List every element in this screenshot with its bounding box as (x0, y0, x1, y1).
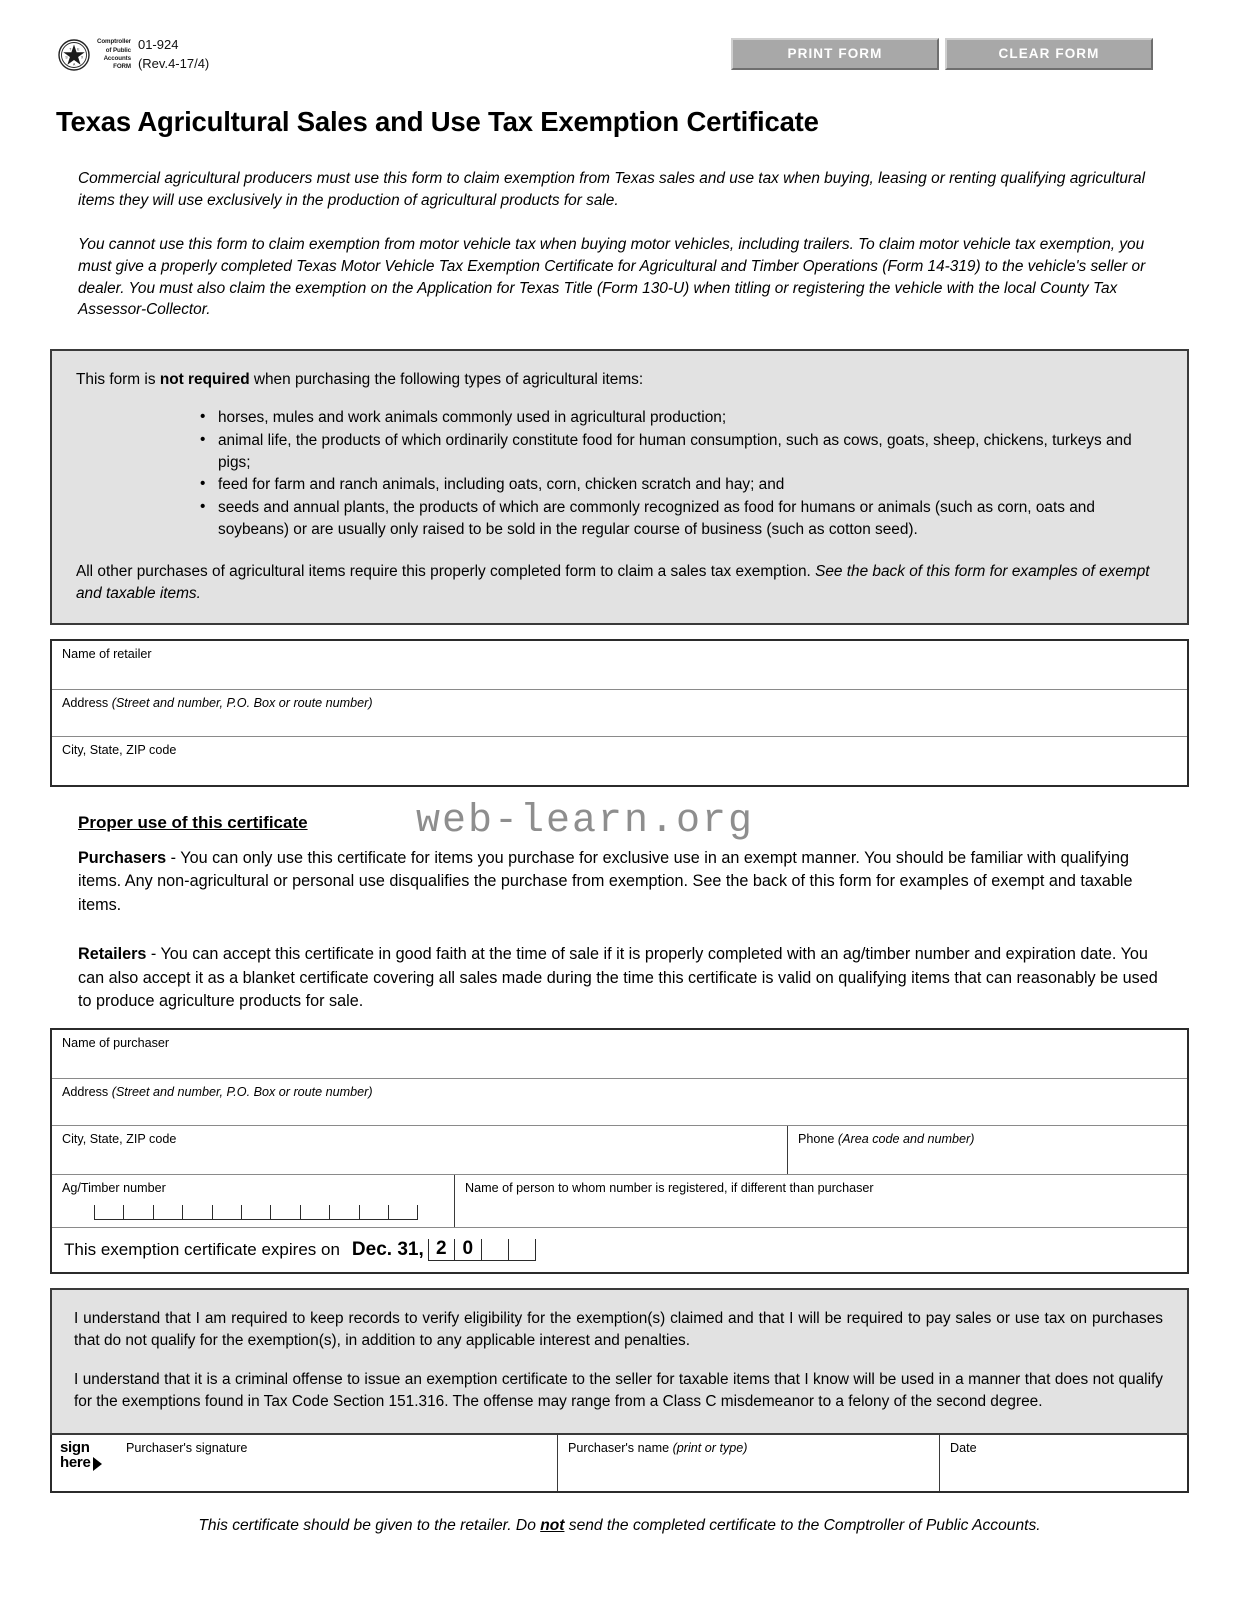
retailers-label: Retailers (78, 945, 147, 964)
svg-text:X: X (81, 55, 84, 60)
agreement-paragraph-1: I understand that I am required to keep records to verify eligibility for the exemption(s) claimed and that I will be required to pay sales or use tax on purchases that do not qualify for the exemption(s), in addition to any applicable interest and penalties. (74, 1309, 1163, 1349)
retailer-city-label: City, State, ZIP code (62, 742, 177, 757)
purchaser-address-label (62, 1085, 1187, 1101)
agtimber-number-field[interactable] (52, 1175, 454, 1227)
sign-here-arrow-icon (93, 1457, 102, 1471)
comb-cell[interactable] (271, 1205, 300, 1220)
purchaser-city-field[interactable] (52, 1126, 787, 1174)
purchaser-signature-field[interactable] (52, 1435, 557, 1491)
form-revision: (Rev.4-17/4) (137, 55, 210, 71)
purchaser-printed-name-hint: (print or type) (672, 1441, 748, 1456)
retailers-paragraph (78, 943, 1161, 1013)
list-item: • seeds and annual plants, the products of which are commonly recognized as food for humans or animals (such as corn, oats and soybeans) or are usually only raised to be sold in the regular course of business (such as cotton seed). (200, 497, 1165, 541)
purchaser-name-field[interactable] (52, 1030, 1187, 1078)
purchaser-city-phone-row (52, 1126, 1187, 1175)
purchaser-phone-hint: (Area code and number) (837, 1131, 975, 1146)
page-title: Texas Agricultural Sales and Use Tax Exemption Certificate (56, 106, 819, 137)
purchaser-address-hint: (Street and number, P.O. Box or route number) (111, 1084, 373, 1099)
purchaser-phone-label (798, 1132, 1187, 1148)
agtimber-number-comb[interactable] (94, 1205, 418, 1219)
comb-cell[interactable] (183, 1205, 212, 1220)
form-action-buttons (731, 36, 1189, 70)
comb-cell[interactable] (213, 1205, 242, 1220)
comb-cell[interactable] (389, 1205, 418, 1220)
texas-comptroller-seal-icon (58, 39, 90, 71)
signature-row (50, 1435, 1189, 1493)
retailer-fields (50, 639, 1189, 787)
comb-cell[interactable] (124, 1205, 153, 1220)
retailers-text: - You can accept this certificate in good faith at the time of sale if it is properly completed with an ag/timber number and expiration date. You can also accept it as a blanket certificate covering all sales made during the time this certificate is valid on qualifying items that can reasonably be used to produce agriculture products for sale. (78, 945, 1158, 1011)
comb-cell[interactable] (330, 1205, 359, 1220)
retailer-address-row (52, 690, 1187, 737)
print-form-button[interactable]: PRINT FORM (731, 38, 939, 70)
purchaser-printed-name-label-text: Purchaser's name (568, 1441, 673, 1456)
retailer-address-hint: (Street and number, P.O. Box or route number) (111, 695, 373, 710)
purchaser-phone-field[interactable] (787, 1126, 1187, 1174)
svg-text:A: A (73, 62, 76, 67)
retailer-city-row (52, 737, 1187, 785)
retailer-address-label (62, 696, 1187, 712)
agreement-paragraph-2: I understand that it is a criminal offense to issue an exemption certificate to the seller for taxable items that I know will be used in a manner that does not qualify for the exemptions found in Tax Code Section 151.316. The offense may range from a Class C misdemeanor to a felony of the second degree. (74, 1371, 1163, 1411)
footer-underlined-not: not (540, 1517, 565, 1535)
form-number: 01-924 (137, 37, 179, 52)
agtimber-number-label: Ag/Timber number (62, 1180, 166, 1195)
purchaser-name-label: Name of purchaser (62, 1035, 170, 1050)
retailer-name-label: Name of retailer (62, 646, 152, 661)
purchasers-paragraph (78, 847, 1161, 917)
comb-cell[interactable] (301, 1205, 330, 1220)
footer-part-1: This certificate should be given to the retailer. Do (198, 1517, 541, 1535)
form-number-block (138, 36, 209, 74)
notice-lead-bold: not required (159, 371, 250, 389)
clear-form-button[interactable]: CLEAR FORM (945, 38, 1153, 70)
list-item: • animal life, the products of which ordinarily constitute food for human consumption, such as cows, goats, sheep, chickens, turkeys and pigs; (200, 430, 1165, 474)
agency-line-2: of Public (105, 46, 131, 54)
exempt-items-list (76, 407, 1165, 541)
notice-footer (76, 561, 1165, 605)
expiration-field (52, 1228, 1187, 1272)
purchasers-text: - You can only use this certificate for items you purchase for exclusive use in an exempt manner. You should be familiar with qualifying items. Any non-agricultural or personal use disqualifies the purchase from exemption. See the back of this form for examples of exempt and taxable items. (78, 848, 1133, 914)
agtimber-row (52, 1175, 1187, 1228)
notice-footer-plain: All other purchases of agricultural items require this properly completed form to claim a sales tax exemption. (76, 563, 816, 581)
expiration-text: This exemption certificate expires on (64, 1239, 340, 1259)
purchaser-printed-name-label (568, 1441, 939, 1457)
registered-name-field[interactable] (454, 1175, 1187, 1227)
comb-cell[interactable] (242, 1205, 271, 1220)
retailer-address-field[interactable] (52, 690, 1187, 736)
intro-paragraph-1: Commercial agricultural producers must use this form to claim exemption from Texas sales and use tax when buying, leasing or renting qualifying agricultural items they will use exclusively in the production of agricultural products for sale. (78, 170, 1146, 209)
expiration-year-comb[interactable] (428, 1239, 536, 1261)
watermark-text: web-learn.org (416, 798, 755, 844)
signature-date-field[interactable] (939, 1435, 1187, 1491)
retailer-address-label-text: Address (62, 695, 112, 710)
registered-name-label: Name of person to whom number is registered, if different than purchaser (465, 1180, 874, 1195)
retailer-city-field[interactable] (52, 737, 1187, 785)
purchaser-address-field[interactable] (52, 1079, 1187, 1125)
intro-paragraph-2: You cannot use this form to claim exemption from motor vehicle tax when buying motor vehicles, including trailers. To claim motor vehicle tax exemption, you must give a properly completed Texas Motor Vehicle Tax Exemption Certificate for Agricultural and Timber Operations (Form 14-319) to the vehicle's seller or dealer. You must also claim the exemption on the Application for Texas Title (Form 130-U) when titling or registering the vehicle with the local County Tax Assessor-Collector. (78, 235, 1146, 319)
agreement-statement-box (50, 1288, 1189, 1436)
proper-use-heading: Proper use of this certificate (78, 812, 308, 832)
sign-here-marker (60, 1441, 91, 1470)
retailer-name-row (52, 641, 1187, 690)
agency-line-3: Accounts (103, 54, 131, 62)
retailer-name-field[interactable] (52, 641, 1187, 689)
agency-name (97, 38, 131, 71)
footer-note (50, 1517, 1189, 1535)
year-digit-cell[interactable]: 2 (428, 1239, 455, 1261)
list-item: • feed for farm and ranch animals, including oats, corn, chicken scratch and hay; and (200, 474, 1165, 496)
signature-date-label: Date (950, 1441, 977, 1456)
purchaser-address-label-text: Address (62, 1084, 112, 1099)
list-item: • horses, mules and work animals commonly used in agricultural production; (200, 407, 1165, 429)
comb-cell[interactable] (154, 1205, 183, 1220)
agency-line-1: Comptroller (97, 38, 131, 46)
year-digit-cell[interactable] (482, 1239, 509, 1261)
sign-here-line-2: here (60, 1453, 91, 1471)
not-required-notice-box (50, 349, 1189, 625)
notice-lead (76, 369, 1165, 391)
year-digit-cell[interactable] (509, 1239, 536, 1261)
purchaser-city-label: City, State, ZIP code (62, 1131, 177, 1146)
purchaser-phone-label-text: Phone (798, 1131, 838, 1146)
purchaser-printed-name-field[interactable] (557, 1435, 939, 1491)
purchasers-label: Purchasers (78, 848, 167, 867)
notice-lead-before: This form is (76, 371, 160, 389)
svg-text:S: S (65, 55, 68, 60)
expiration-row (52, 1228, 1187, 1272)
purchaser-signature-label: Purchaser's signature (126, 1441, 248, 1456)
sign-here-line-1: sign (60, 1439, 90, 1457)
proper-use-section (50, 798, 1189, 1014)
svg-text:E: E (77, 47, 80, 52)
year-digit-cell[interactable]: 0 (455, 1239, 482, 1261)
expiration-fixed-date: Dec. 31, (351, 1238, 424, 1260)
page-header (50, 0, 1189, 82)
agency-line-4: FORM (113, 63, 131, 71)
purchaser-fields (50, 1028, 1189, 1274)
form-identifier (58, 36, 209, 74)
notice-footer-italic: See the back of this form for examples of exempt and taxable items. (76, 563, 1150, 602)
purchaser-name-row (52, 1030, 1187, 1079)
svg-text:T: T (69, 47, 72, 52)
footer-part-2: send the completed certificate to the Comptroller of Public Accounts. (564, 1517, 1041, 1535)
comb-cell[interactable] (94, 1205, 124, 1220)
comb-cell[interactable] (360, 1205, 389, 1220)
purchaser-address-row (52, 1079, 1187, 1126)
notice-lead-after: when purchasing the following types of agricultural items: (249, 371, 644, 389)
